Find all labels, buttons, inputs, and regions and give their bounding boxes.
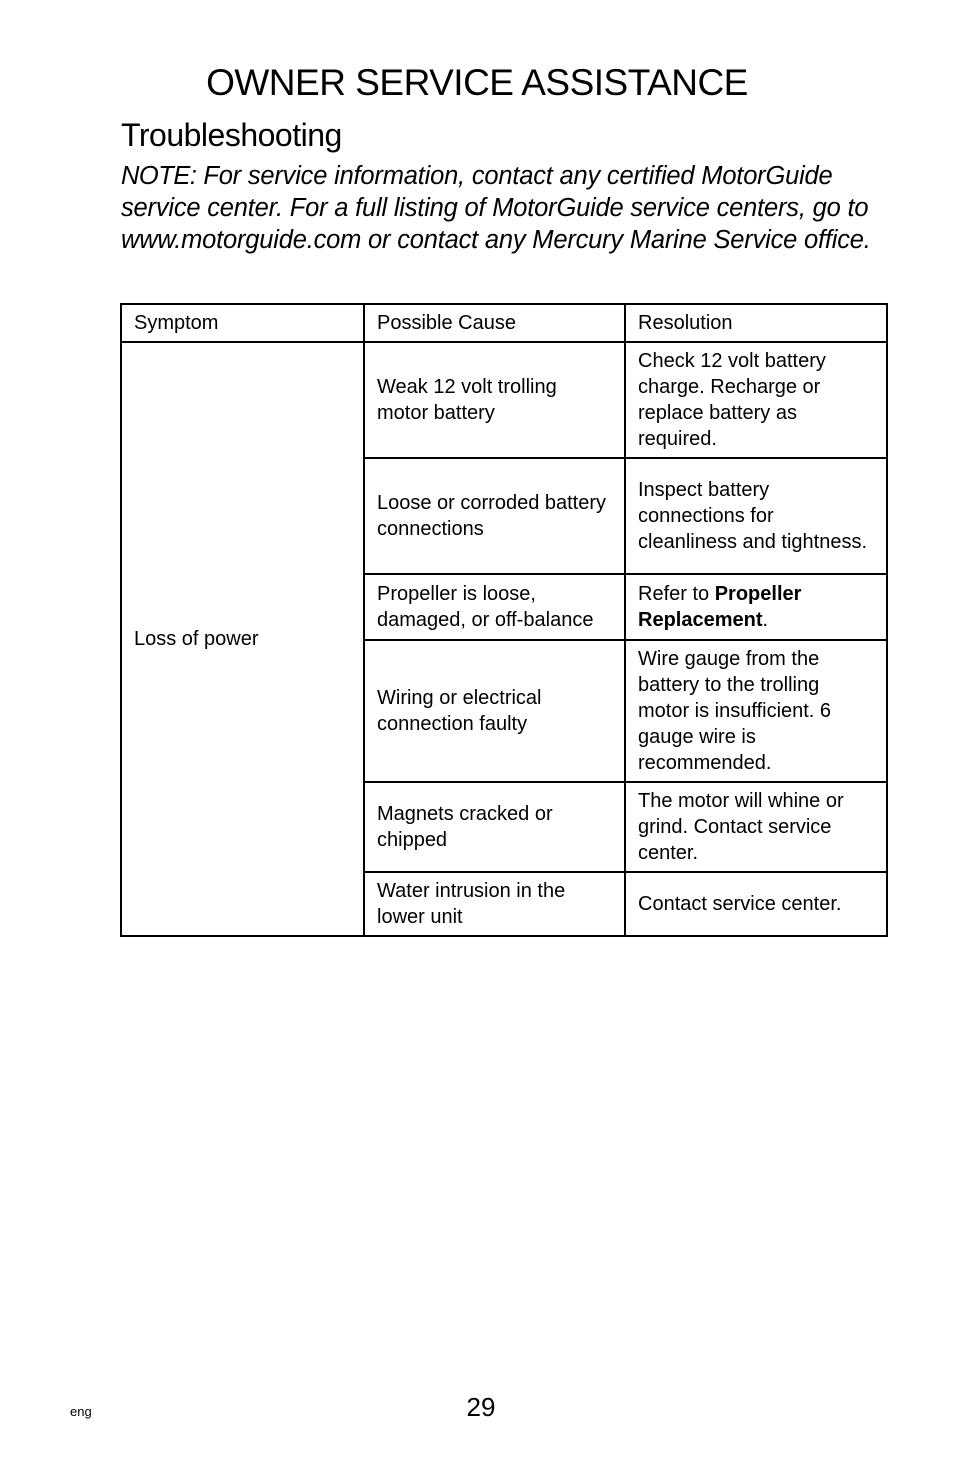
header-resolution: Resolution — [625, 304, 887, 342]
table-header-row — [121, 304, 887, 342]
resolution-cell: Check 12 volt battery charge. Recharge or replace battery as required. — [625, 342, 887, 458]
cause-cell: Magnets cracked or chipped — [364, 782, 625, 872]
section-title: Troubleshooting — [121, 117, 342, 153]
note-label: NOTE: — [121, 162, 197, 190]
note-text: For service information, contact any certified MotorGuide service center. For a full listing of MotorGuide service centers, go to www.motorguide.com or contact any Mercury Marine Service office. — [121, 162, 871, 254]
propeller-replacement-reference: Propeller Replacement — [638, 583, 802, 631]
resolution-cell: Inspect battery connections for cleanliness and tightness. — [625, 458, 887, 574]
cause-cell: Weak 12 volt trolling motor battery — [364, 342, 625, 458]
service-note — [121, 160, 891, 256]
resolution-cell: Contact service center. — [625, 872, 887, 936]
page-title: OWNER SERVICE ASSISTANCE — [206, 62, 748, 103]
header-possible-cause: Possible Cause — [364, 304, 625, 342]
resolution-suffix: . — [762, 609, 769, 631]
resolution-prefix: Refer to — [638, 583, 715, 605]
language-code: eng — [70, 1404, 92, 1419]
page-number: 29 — [466, 1392, 496, 1422]
resolution-cell: The motor will whine or grind. Contact service center. — [625, 782, 887, 872]
symptom-cell: Loss of power — [121, 342, 364, 936]
cause-cell: Wiring or electrical connection faulty — [364, 640, 625, 782]
resolution-cell: Wire gauge from the battery to the trolling motor is insufficient. 6 gauge wire is recommended. — [625, 640, 887, 782]
table-row — [121, 342, 887, 458]
header-symptom: Symptom — [121, 304, 364, 342]
resolution-cell — [625, 574, 887, 640]
troubleshooting-table — [120, 303, 888, 937]
cause-cell: Propeller is loose, damaged, or off-balance — [364, 574, 625, 640]
cause-cell: Loose or corroded battery connections — [364, 458, 625, 574]
cause-cell: Water intrusion in the lower unit — [364, 872, 625, 936]
